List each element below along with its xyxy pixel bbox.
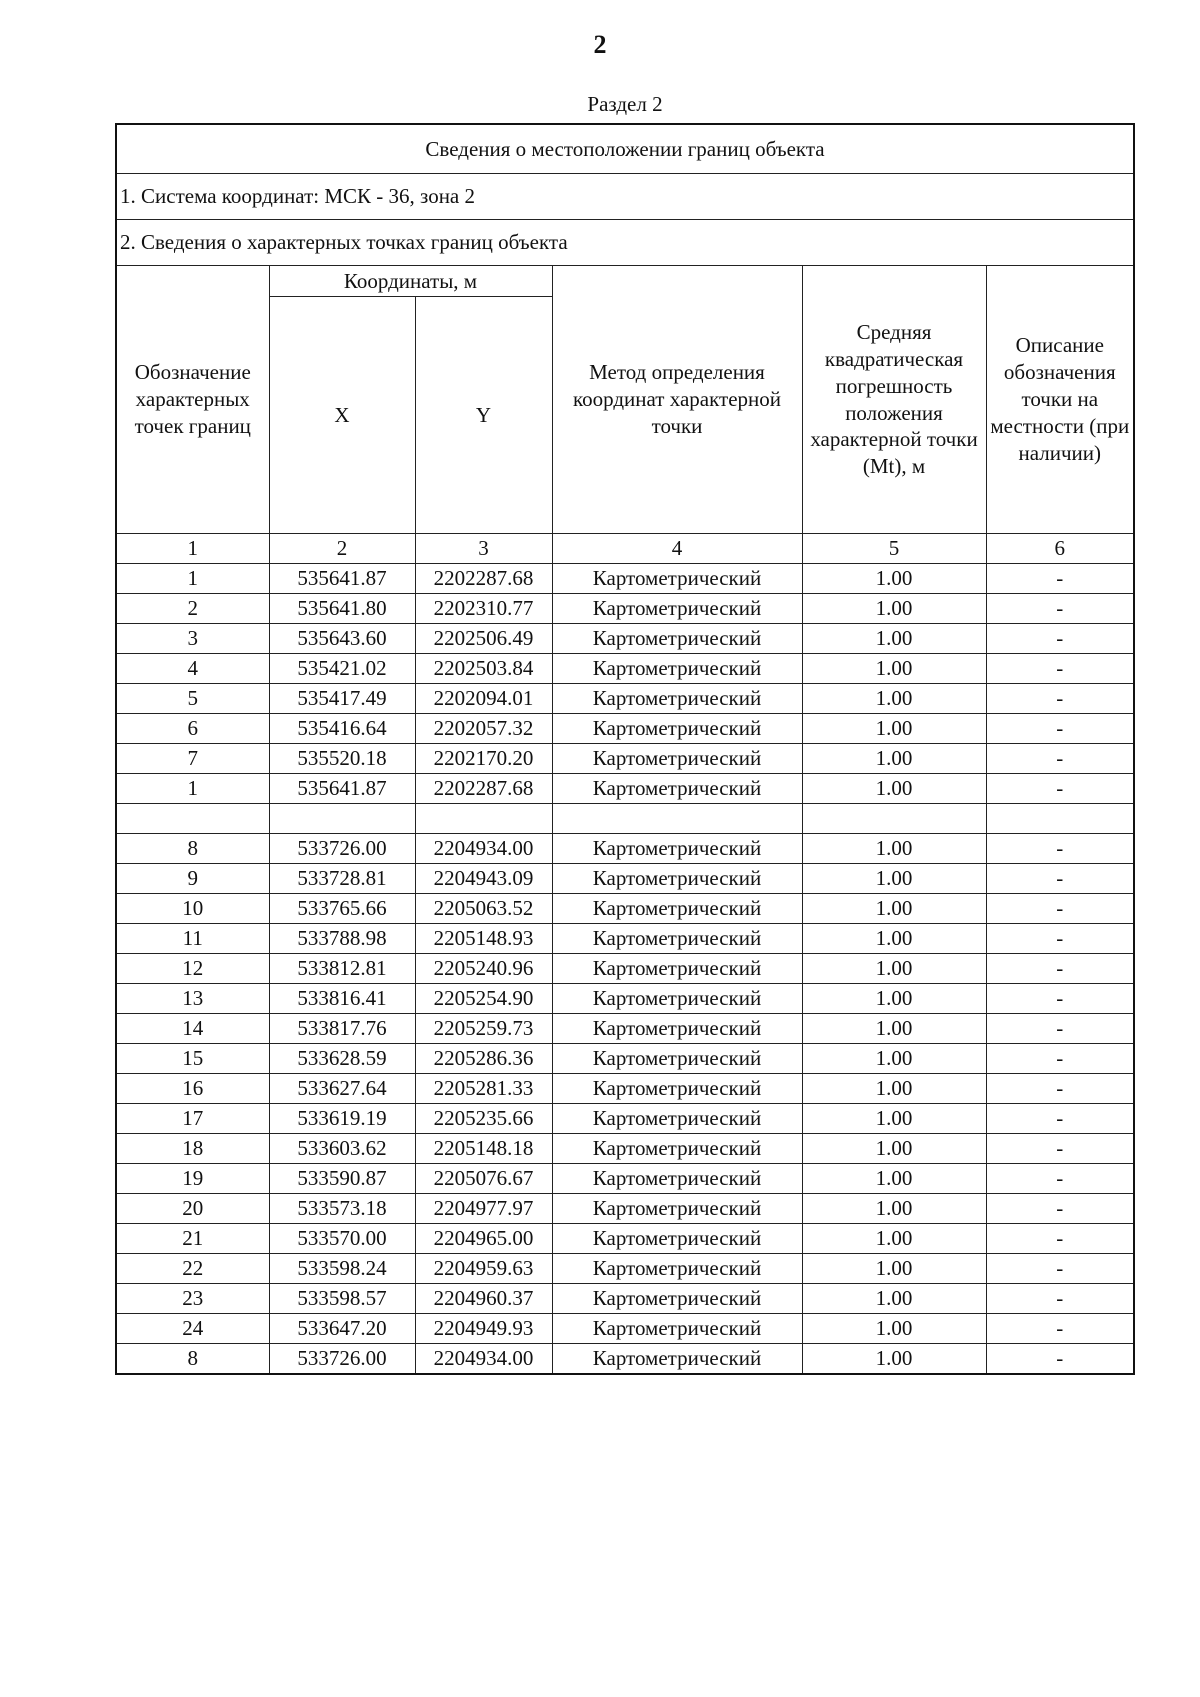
method-cell: Картометрический — [552, 1314, 802, 1344]
method-cell: Картометрический — [552, 744, 802, 774]
y-cell: 2202057.32 — [415, 714, 552, 744]
description-cell: - — [986, 834, 1134, 864]
method-cell: Картометрический — [552, 654, 802, 684]
table-row — [116, 1284, 1134, 1314]
description-cell: - — [986, 1254, 1134, 1284]
method-cell: Картометрический — [552, 1164, 802, 1194]
point-id-cell: 13 — [116, 984, 269, 1014]
description-cell: - — [986, 594, 1134, 624]
table-row — [116, 1344, 1134, 1375]
method-cell: Картометрический — [552, 924, 802, 954]
x-cell: 533603.62 — [269, 1134, 415, 1164]
point-id-cell: 17 — [116, 1104, 269, 1134]
description-cell: - — [986, 924, 1134, 954]
error-cell: 1.00 — [802, 654, 986, 684]
header-point-designation: Обозначение характерных точек границ — [116, 266, 269, 534]
y-cell: 2205235.66 — [415, 1104, 552, 1134]
point-id-cell: 16 — [116, 1074, 269, 1104]
point-id-cell: 4 — [116, 654, 269, 684]
error-cell: 1.00 — [802, 864, 986, 894]
y-cell: 2204965.00 — [415, 1224, 552, 1254]
y-cell: 2204943.09 — [415, 864, 552, 894]
point-id-cell: 1 — [116, 564, 269, 594]
y-cell: 2205148.93 — [415, 924, 552, 954]
method-cell: Картометрический — [552, 1134, 802, 1164]
column-number: 1 — [116, 534, 269, 564]
description-cell: - — [986, 684, 1134, 714]
y-cell: 2202506.49 — [415, 624, 552, 654]
point-id-cell: 5 — [116, 684, 269, 714]
point-id-cell: 8 — [116, 1344, 269, 1375]
description-cell: - — [986, 744, 1134, 774]
error-cell: 1.00 — [802, 594, 986, 624]
x-cell: 535520.18 — [269, 744, 415, 774]
x-cell: 533619.19 — [269, 1104, 415, 1134]
description-cell: - — [986, 954, 1134, 984]
point-id-cell: 24 — [116, 1314, 269, 1344]
error-cell: 1.00 — [802, 774, 986, 804]
x-cell: 535421.02 — [269, 654, 415, 684]
point-id-cell: 12 — [116, 954, 269, 984]
error-cell: 1.00 — [802, 1344, 986, 1375]
point-id-cell: 1 — [116, 774, 269, 804]
description-cell: - — [986, 1224, 1134, 1254]
method-cell: Картометрический — [552, 624, 802, 654]
table-row — [116, 804, 1134, 834]
error-cell: 1.00 — [802, 1014, 986, 1044]
method-cell: Картометрический — [552, 774, 802, 804]
description-cell: - — [986, 1344, 1134, 1375]
table-row — [116, 1074, 1134, 1104]
error-cell: 1.00 — [802, 744, 986, 774]
table-row — [116, 984, 1134, 1014]
error-cell: 1.00 — [802, 684, 986, 714]
table-title: Сведения о местоположении границ объекта — [116, 124, 1134, 174]
error-cell: 1.00 — [802, 984, 986, 1014]
column-number: 6 — [986, 534, 1134, 564]
point-id-cell: 21 — [116, 1224, 269, 1254]
x-cell: 533816.41 — [269, 984, 415, 1014]
method-cell: Картометрический — [552, 1104, 802, 1134]
error-cell: 1.00 — [802, 924, 986, 954]
description-cell — [986, 804, 1134, 834]
table-row — [116, 1254, 1134, 1284]
y-cell: 2204977.97 — [415, 1194, 552, 1224]
error-cell: 1.00 — [802, 1134, 986, 1164]
point-id-cell: 6 — [116, 714, 269, 744]
x-cell: 533598.24 — [269, 1254, 415, 1284]
y-cell: 2205281.33 — [415, 1074, 552, 1104]
error-cell: 1.00 — [802, 714, 986, 744]
description-cell: - — [986, 1044, 1134, 1074]
y-cell: 2202310.77 — [415, 594, 552, 624]
error-cell: 1.00 — [802, 564, 986, 594]
method-cell: Картометрический — [552, 1284, 802, 1314]
method-cell — [552, 804, 802, 834]
description-cell: - — [986, 984, 1134, 1014]
table-row — [116, 1164, 1134, 1194]
error-cell: 1.00 — [802, 1224, 986, 1254]
coordinate-system: 1. Система координат: МСК - 36, зона 2 — [116, 174, 1134, 220]
x-cell: 533627.64 — [269, 1074, 415, 1104]
point-id-cell: 20 — [116, 1194, 269, 1224]
y-cell: 2205259.73 — [415, 1014, 552, 1044]
table-row — [116, 774, 1134, 804]
method-cell: Картометрический — [552, 714, 802, 744]
error-cell: 1.00 — [802, 1074, 986, 1104]
header-method: Метод определения координат характерной точки — [552, 266, 802, 534]
x-cell — [269, 804, 415, 834]
table-row — [116, 684, 1134, 714]
method-cell: Картометрический — [552, 954, 802, 984]
point-id-cell: 8 — [116, 834, 269, 864]
column-number: 5 — [802, 534, 986, 564]
y-cell: 2202287.68 — [415, 774, 552, 804]
table-row — [116, 864, 1134, 894]
table-row — [116, 834, 1134, 864]
x-cell: 533573.18 — [269, 1194, 415, 1224]
x-cell: 535641.80 — [269, 594, 415, 624]
description-cell: - — [986, 564, 1134, 594]
error-cell: 1.00 — [802, 1044, 986, 1074]
table-row — [116, 954, 1134, 984]
header-error: Средняя квадратическая погрешность положения характерной точки (Mt), м — [802, 266, 986, 534]
table-row — [116, 894, 1134, 924]
error-cell: 1.00 — [802, 1254, 986, 1284]
description-cell: - — [986, 714, 1134, 744]
error-cell: 1.00 — [802, 1164, 986, 1194]
y-cell: 2205148.18 — [415, 1134, 552, 1164]
x-cell: 533590.87 — [269, 1164, 415, 1194]
x-cell: 533817.76 — [269, 1014, 415, 1044]
table-row — [116, 1194, 1134, 1224]
x-cell: 533812.81 — [269, 954, 415, 984]
error-cell: 1.00 — [802, 1194, 986, 1224]
point-id-cell: 18 — [116, 1134, 269, 1164]
error-cell: 1.00 — [802, 894, 986, 924]
header-coordinates: Координаты, м — [269, 266, 552, 297]
error-cell: 1.00 — [802, 1314, 986, 1344]
table-row — [116, 564, 1134, 594]
error-cell: 1.00 — [802, 1104, 986, 1134]
error-cell: 1.00 — [802, 624, 986, 654]
point-id-cell: 2 — [116, 594, 269, 624]
x-cell: 533647.20 — [269, 1314, 415, 1344]
method-cell: Картометрический — [552, 1074, 802, 1104]
y-cell: 2202287.68 — [415, 564, 552, 594]
x-cell: 533726.00 — [269, 1344, 415, 1375]
column-number: 4 — [552, 534, 802, 564]
method-cell: Картометрический — [552, 1014, 802, 1044]
method-cell: Картометрический — [552, 684, 802, 714]
point-id-cell: 11 — [116, 924, 269, 954]
column-number: 2 — [269, 534, 415, 564]
error-cell — [802, 804, 986, 834]
y-cell: 2204934.00 — [415, 1344, 552, 1375]
method-cell: Картометрический — [552, 564, 802, 594]
method-cell: Картометрический — [552, 1344, 802, 1375]
x-cell: 533765.66 — [269, 894, 415, 924]
section-label: Раздел 2 — [587, 92, 663, 116]
method-cell: Картометрический — [552, 1254, 802, 1284]
y-cell: 2205254.90 — [415, 984, 552, 1014]
error-cell: 1.00 — [802, 954, 986, 984]
y-cell — [415, 804, 552, 834]
method-cell: Картометрический — [552, 1224, 802, 1254]
table-row — [116, 744, 1134, 774]
point-id-cell: 7 — [116, 744, 269, 774]
points-heading: 2. Сведения о характерных точках границ объекта — [116, 220, 1134, 266]
x-cell: 535641.87 — [269, 774, 415, 804]
page-number: 2 — [593, 30, 607, 59]
point-id-cell: 9 — [116, 864, 269, 894]
y-cell: 2204959.63 — [415, 1254, 552, 1284]
point-id-cell: 3 — [116, 624, 269, 654]
y-cell: 2202094.01 — [415, 684, 552, 714]
table-row — [116, 1134, 1134, 1164]
method-cell: Картометрический — [552, 834, 802, 864]
point-id-cell: 10 — [116, 894, 269, 924]
point-id-cell: 22 — [116, 1254, 269, 1284]
x-cell: 535641.87 — [269, 564, 415, 594]
y-cell: 2204934.00 — [415, 834, 552, 864]
column-number-row — [116, 534, 1134, 564]
x-cell: 535417.49 — [269, 684, 415, 714]
description-cell: - — [986, 1164, 1134, 1194]
y-cell: 2204960.37 — [415, 1284, 552, 1314]
point-id-cell — [116, 804, 269, 834]
method-cell: Картометрический — [552, 1044, 802, 1074]
y-cell: 2205076.67 — [415, 1164, 552, 1194]
description-cell: - — [986, 1314, 1134, 1344]
description-cell: - — [986, 1284, 1134, 1314]
description-cell: - — [986, 624, 1134, 654]
description-cell: - — [986, 1134, 1134, 1164]
method-cell: Картометрический — [552, 864, 802, 894]
column-number: 3 — [415, 534, 552, 564]
table-row — [116, 924, 1134, 954]
point-id-cell: 23 — [116, 1284, 269, 1314]
description-cell: - — [986, 654, 1134, 684]
x-cell: 533728.81 — [269, 864, 415, 894]
x-cell: 535643.60 — [269, 624, 415, 654]
x-cell: 533788.98 — [269, 924, 415, 954]
table-row — [116, 1044, 1134, 1074]
table-row — [116, 654, 1134, 684]
error-cell: 1.00 — [802, 834, 986, 864]
table-row — [116, 1104, 1134, 1134]
x-cell: 533570.00 — [269, 1224, 415, 1254]
description-cell: - — [986, 1014, 1134, 1044]
table-row — [116, 624, 1134, 654]
y-cell: 2205286.36 — [415, 1044, 552, 1074]
table-row — [116, 1224, 1134, 1254]
description-cell: - — [986, 1104, 1134, 1134]
x-cell: 533598.57 — [269, 1284, 415, 1314]
y-cell: 2205063.52 — [415, 894, 552, 924]
table-row — [116, 1314, 1134, 1344]
description-cell: - — [986, 1074, 1134, 1104]
header-x: X — [269, 297, 415, 534]
y-cell: 2205240.96 — [415, 954, 552, 984]
y-cell: 2202170.20 — [415, 744, 552, 774]
x-cell: 535416.64 — [269, 714, 415, 744]
description-cell: - — [986, 1194, 1134, 1224]
error-cell: 1.00 — [802, 1284, 986, 1314]
description-cell: - — [986, 774, 1134, 804]
y-cell: 2204949.93 — [415, 1314, 552, 1344]
method-cell: Картометрический — [552, 894, 802, 924]
boundary-points-table — [115, 123, 1135, 1375]
table-row — [116, 714, 1134, 744]
table-row — [116, 1014, 1134, 1044]
description-cell: - — [986, 894, 1134, 924]
y-cell: 2202503.84 — [415, 654, 552, 684]
point-id-cell: 15 — [116, 1044, 269, 1074]
x-cell: 533628.59 — [269, 1044, 415, 1074]
method-cell: Картометрический — [552, 1194, 802, 1224]
table-row — [116, 594, 1134, 624]
point-id-cell: 19 — [116, 1164, 269, 1194]
method-cell: Картометрический — [552, 594, 802, 624]
method-cell: Картометрический — [552, 984, 802, 1014]
header-y: Y — [415, 297, 552, 534]
header-description: Описание обозначения точки на местности (при наличии) — [986, 266, 1134, 534]
point-id-cell: 14 — [116, 1014, 269, 1044]
x-cell: 533726.00 — [269, 834, 415, 864]
description-cell: - — [986, 864, 1134, 894]
